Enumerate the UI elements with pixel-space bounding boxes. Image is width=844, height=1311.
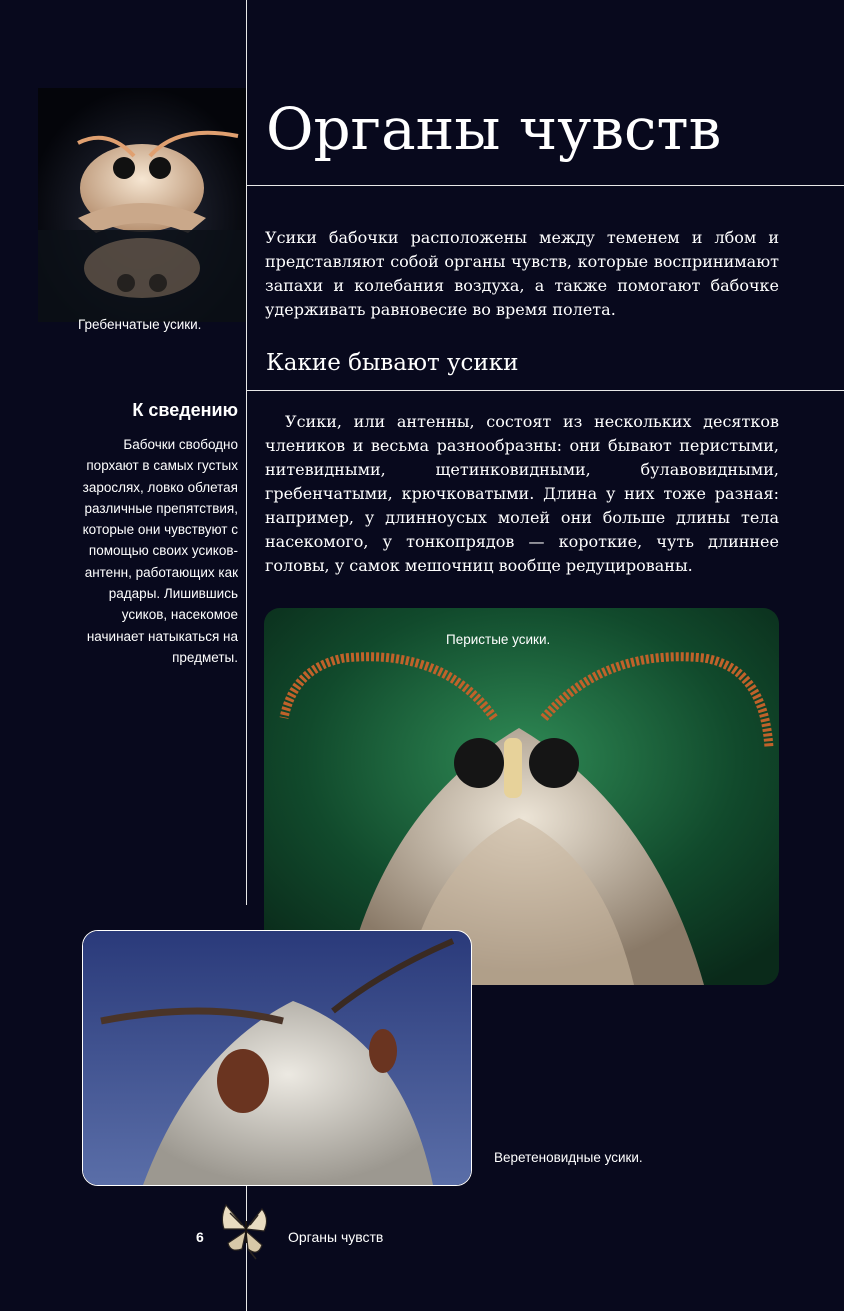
page-title: Органы чувств xyxy=(266,95,722,163)
footer-section: Органы чувств xyxy=(288,1229,384,1245)
section-title: Какие бывают усики xyxy=(266,350,519,376)
section-body: Усики, или антенны, состоят из нескольких десятков члеников и весьма разнообразны: они бывают перистыми, нитевидными, щетинковидными, булавовидными, гребенчатыми, крючковатыми. Длина у них тоже разная: например, у длинноусых молей они больше длины тела насекомого, у тонкопрядов — короткие, чуть длиннее головы, у самок мешочниц вообще редуцированы. xyxy=(265,412,779,575)
spindle-antennae-photo xyxy=(82,930,472,1186)
sidebar-title: К сведению xyxy=(132,400,238,420)
comb-antennae-photo xyxy=(38,88,246,322)
vertical-rule-top xyxy=(246,0,247,905)
sidebar-text: Бабочки свободно порхают в самых густых зарослях, ловко облетая различные препятствия, которые они чувствуют с помощью своих усиков-антенн, работающих как радары. Лишившись усиков, насекомое начинает натыкаться на предметы. xyxy=(82,437,238,665)
caption-spindle: Веретеновидные усики. xyxy=(494,1150,643,1165)
caption-comb: Гребенчатые усики. xyxy=(78,317,202,332)
page-number: 6 xyxy=(196,1229,204,1245)
butterfly-icon xyxy=(218,1199,274,1261)
title-rule xyxy=(246,185,844,186)
intro-paragraph: Усики бабочки расположены между теменем и лбом и представляют собой органы чувств, которые воспринимают запахи и колебания воздуха, а также помогают бабочке удерживать равновесие во время полета. xyxy=(265,228,779,319)
feathery-antennae-photo xyxy=(264,608,779,985)
section-rule xyxy=(246,390,844,391)
caption-feathery: Перистые усики. xyxy=(446,632,551,647)
